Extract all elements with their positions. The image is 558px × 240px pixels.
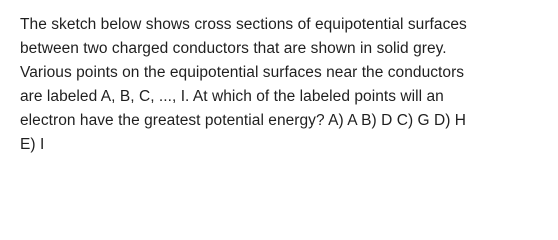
question-line: The sketch below shows cross sections of equipotential surfaces <box>20 16 467 33</box>
question-line: Various points on the equipotential surfaces near the conductors <box>20 64 465 81</box>
question-line: E) I <box>20 136 45 153</box>
question-line: are labeled A, B, C, ..., I. At which of the labeled points will an <box>20 88 444 105</box>
question-line: between two charged conductors that are shown in solid grey. <box>20 40 447 57</box>
question-line: electron have the greatest potential energy? A) A B) D C) G D) H <box>20 112 467 129</box>
question-text <box>20 13 546 157</box>
